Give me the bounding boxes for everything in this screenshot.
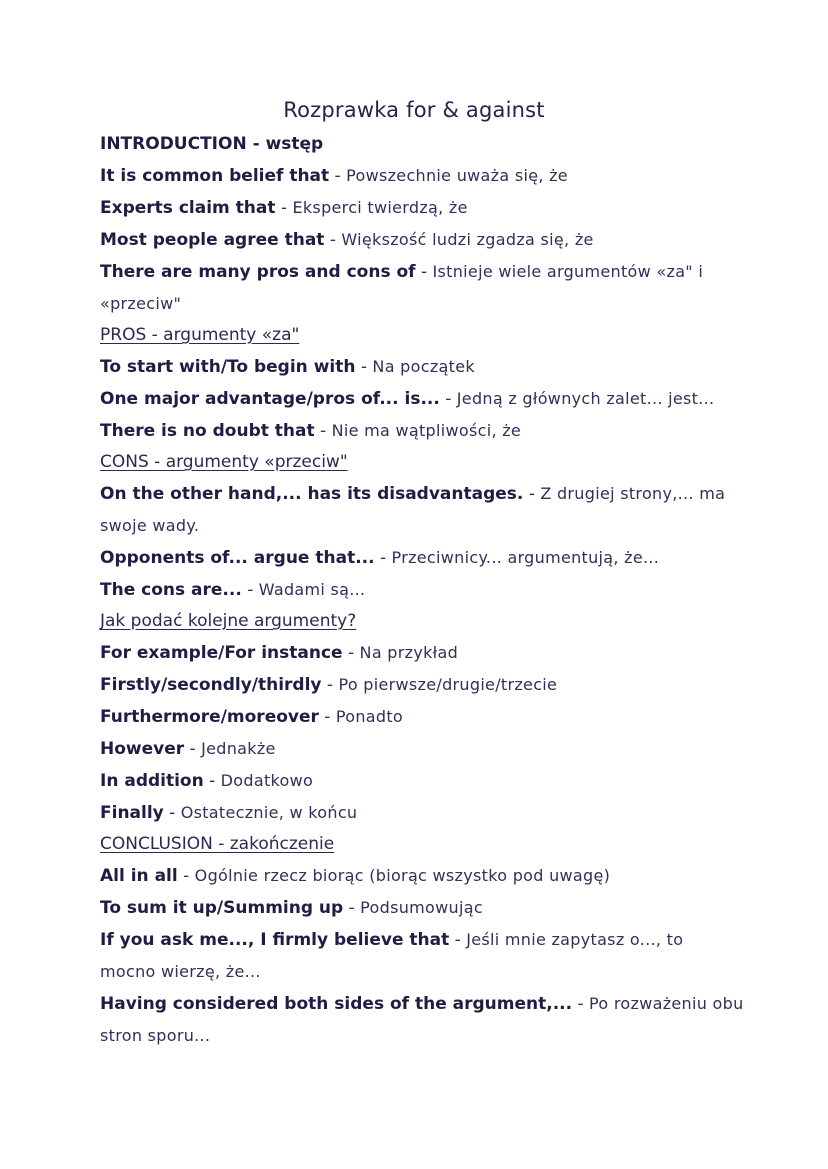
separator: - [342,643,360,663]
phrase-row [100,860,740,892]
separator: - [241,580,259,600]
phrase-row-continuation [100,956,740,988]
translation-continuation: stron sporu... [100,1026,211,1045]
cons-heading: CONS - argumenty «przeciw" [100,452,348,472]
phrase-row [100,637,740,669]
separator: - [415,262,433,282]
phrase-row [100,988,744,1020]
phrase-row [100,892,740,924]
translation-continuation: mocno wierzę, że... [100,962,261,981]
translation-text: Ponadto [335,707,403,726]
phrase-text: It is common belief that [100,166,330,186]
translation-text: Eksperci twierdzą, że [292,198,468,217]
translation-text: Z drugiej strony,... ma [540,484,726,503]
phrase-text: The cons are... [100,580,242,600]
phrase-text: If you ask me..., I firmly believe that [100,930,450,950]
phrase-text: However [100,739,185,759]
separator: - [374,548,392,568]
phrase-row [100,797,740,829]
phrase-text: There is no doubt that [100,421,315,441]
separator: - [343,898,361,918]
translation-text: Podsumowując [360,898,483,917]
phrase-text: There are many pros and cons of [100,262,416,282]
phrase-row-continuation [100,510,740,542]
phrase-row [100,478,740,510]
separator: - [184,739,202,759]
phrase-text: Furthermore/moreover [100,707,319,727]
separator: - [523,484,541,504]
phrase-row [100,351,740,383]
phrase-row [100,669,740,701]
translation-text: Jedną z głównych zalet... jest... [456,389,715,408]
translation-text: Po pierwsze/drugie/trzecie [338,675,558,694]
separator: - [324,230,342,250]
section-heading-pros [100,320,740,351]
document-title: Rozprawka for & against [283,98,545,122]
translation-continuation: swoje wady. [100,516,200,535]
phrase-text: One major advantage/pros of... is... [100,389,440,409]
phrase-row [100,733,740,765]
intro-heading: INTRODUCTION - wstęp [100,134,324,154]
phrase-text: In addition [100,771,204,791]
separator: - [177,866,195,886]
translation-text: Po rozważeniu obu [589,994,744,1013]
translation-text: Jeśli mnie zapytasz o..., to [466,930,684,949]
phrase-text: Firstly/secondly/thirdly [100,675,322,695]
translation-text: Większość ludzi zgadza się, że [341,230,594,249]
conclusion-heading: CONCLUSION - zakończenie [100,834,335,854]
phrase-row [100,765,740,797]
separator: - [203,771,221,791]
separator: - [449,930,467,950]
phrase-row-continuation [100,288,740,320]
separator: - [572,994,590,1014]
translation-text: Nie ma wątpliwości, że [331,421,522,440]
separator: - [329,166,347,186]
phrase-text: Most people agree that [100,230,325,250]
section-heading-cons [100,447,740,478]
phrase-row [100,542,740,574]
phrase-row [100,415,740,447]
phrase-row [100,224,740,256]
section-heading-conclusion [100,829,740,860]
document-content [100,129,744,1052]
phrase-text: To start with/To begin with [100,357,356,377]
translation-text: Ogólnie rzecz biorąc (biorąc wszystko pod uwagę) [194,866,611,885]
translation-continuation: «przeciw" [100,294,182,313]
separator: - [321,675,339,695]
translation-text: Na początek [372,357,475,376]
phrase-row [100,383,740,415]
phrase-text: All in all [100,866,178,886]
phrase-row [100,924,740,956]
separator: - [318,707,336,727]
phrase-text: Finally [100,803,164,823]
next-arguments-heading: Jak podać kolejne argumenty? [100,611,357,631]
phrase-row [100,701,740,733]
phrase-row-continuation [100,1020,740,1052]
separator: - [163,803,181,823]
separator: - [439,389,457,409]
translation-text: Na przykład [359,643,459,662]
phrase-row [100,160,740,192]
section-heading-intro [100,129,740,160]
translation-text: Dodatkowo [220,771,314,790]
phrase-text: On the other hand,... has its disadvantages. [100,484,524,504]
phrase-row [100,192,740,224]
phrase-row [100,256,740,288]
phrase-text: Experts claim that [100,198,276,218]
translation-text: Jednakże [201,739,276,758]
translation-text: Przeciwnicy... argumentują, że... [391,548,660,567]
separator: - [275,198,293,218]
pros-heading: PROS - argumenty «za" [100,325,300,345]
translation-text: Istnieje wiele argumentów «za" i [432,262,704,281]
phrase-row [100,574,740,606]
phrase-text: Having considered both sides of the argument,... [100,994,573,1014]
separator: - [355,357,373,377]
separator: - [314,421,332,441]
phrase-text: Opponents of... argue that... [100,548,375,568]
translation-text: Ostatecznie, w końcu [180,803,358,822]
phrase-text: For example/For instance [100,643,343,663]
translation-text: Powszechnie uważa się, że [346,166,568,185]
phrase-text: To sum it up/Summing up [100,898,344,918]
translation-text: Wadami są... [258,580,366,599]
section-heading-next-arguments [100,606,740,637]
